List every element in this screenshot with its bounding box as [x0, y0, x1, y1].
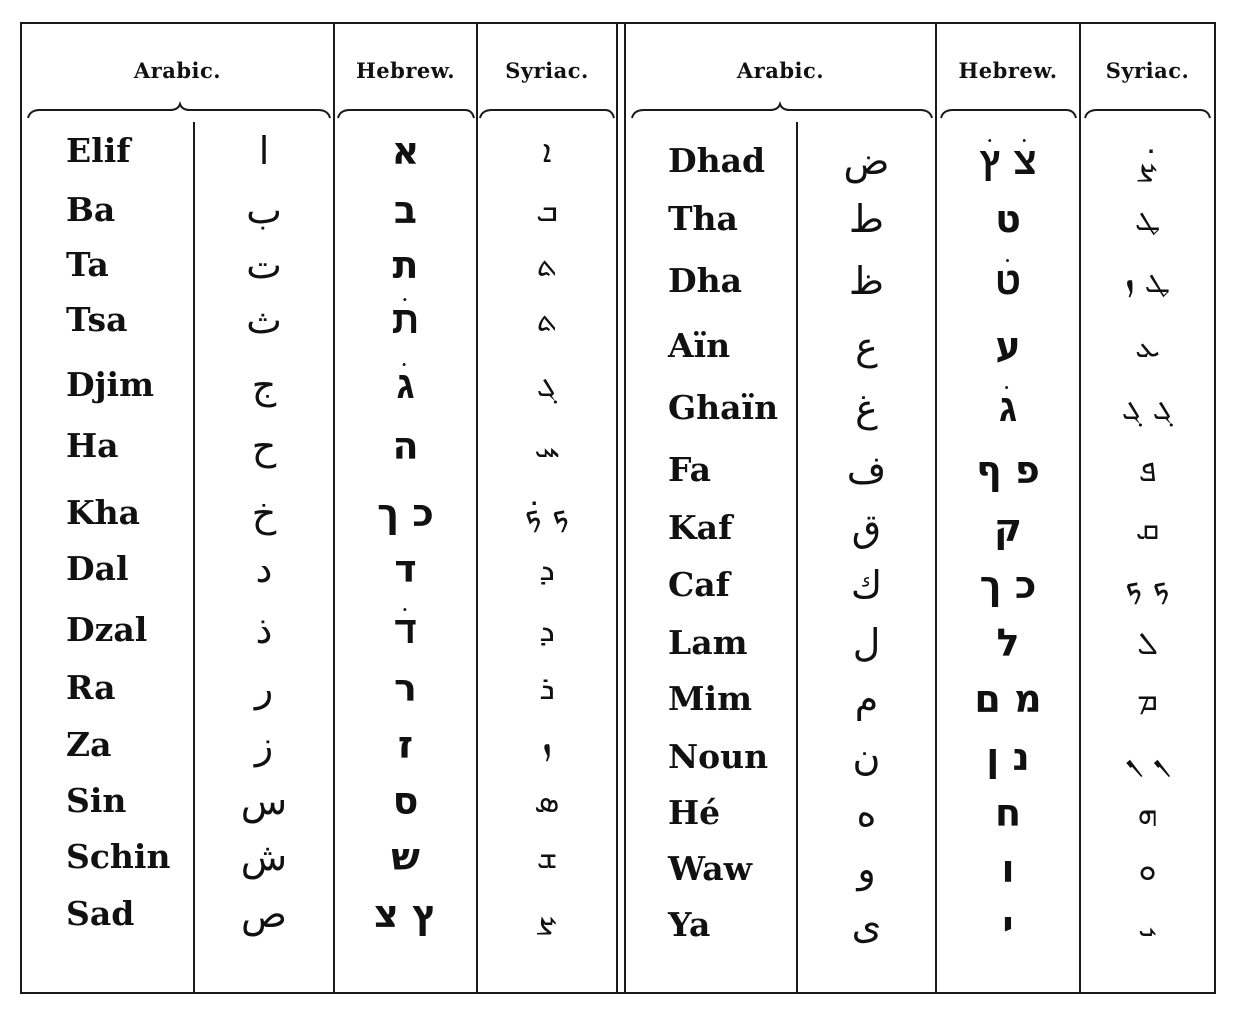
right-hebrew-glyph: ו — [1001, 847, 1015, 891]
header-right-hebrew: Hebrew. — [958, 58, 1058, 83]
right-letter-name: Noun — [668, 737, 769, 776]
right-hebrew-glyph: ח — [994, 791, 1022, 835]
right-letter-name: Hé — [668, 793, 721, 832]
left-hebrew-glyph: ר — [394, 666, 417, 710]
left-hebrew-glyph: ת — [392, 243, 419, 287]
left-arabic-glyph: ج — [251, 363, 277, 407]
left-syriac-glyph: ܨ — [536, 895, 558, 933]
left-arabic-glyph: ص — [241, 892, 287, 936]
left-hebrew-glyph: ב — [393, 188, 418, 232]
left-syriac-glyph: ܣ — [534, 782, 560, 820]
left-hebrew-glyph: כ ך — [377, 491, 434, 535]
header-left-arabic: Arabic. — [133, 58, 222, 83]
left-arabic-glyph: س — [240, 779, 288, 823]
divider-center-a — [616, 22, 618, 994]
left-arabic-glyph: خ — [251, 491, 277, 535]
right-syriac-glyph: ܡ — [1137, 680, 1158, 718]
left-arabic-glyph: ش — [240, 835, 288, 879]
frame-bottom — [20, 992, 1216, 994]
right-arabic-glyph: ه — [856, 791, 877, 835]
left-arabic-glyph: ب — [246, 188, 282, 232]
left-arabic-glyph: ت — [246, 243, 282, 287]
frame-right — [1214, 22, 1216, 994]
right-letter-name: Mim — [668, 679, 752, 718]
right-syriac-glyph: ܓ ܓ — [1121, 389, 1174, 427]
divider-center-b — [624, 22, 626, 994]
left-hebrew-glyph: תׄ — [391, 298, 420, 342]
left-hebrew-glyph: ד — [394, 547, 417, 591]
right-syriac-glyph: ܢ ܢ — [1124, 738, 1171, 776]
left-syriac-glyph: ܕ — [539, 550, 555, 588]
left-hebrew-glyph: ז — [397, 723, 414, 767]
left-letter-name: Dzal — [66, 610, 148, 649]
left-arabic-glyph: ز — [254, 723, 274, 767]
left-letter-name: Ba — [66, 190, 116, 229]
right-hebrew-glyph: ע — [995, 324, 1021, 368]
frame-left — [20, 22, 22, 994]
left-syriac-glyph: ܫ — [536, 838, 558, 876]
right-syriac-glyph: ܗ — [1137, 794, 1158, 832]
left-syriac-glyph: ܚ — [534, 427, 560, 465]
left-letter-name: Schin — [66, 837, 171, 876]
right-syriac-glyph: ܥ — [1135, 327, 1160, 365]
right-letter-name: Fa — [668, 450, 712, 489]
right-hebrew-glyph: ק — [994, 506, 1022, 550]
right-letter-name: Lam — [668, 623, 748, 662]
left-arabic-glyph: ا — [258, 129, 270, 173]
left-letter-name: Dal — [66, 549, 129, 588]
left-letter-name: Za — [66, 725, 112, 764]
left-syriac-glyph: ܟ ܟ̇ — [524, 494, 570, 532]
right-arabic-glyph: غ — [855, 386, 878, 430]
left-letter-name: Elif — [66, 131, 131, 170]
left-hebrew-glyph: ש — [391, 835, 420, 879]
left-arabic-glyph: ث — [246, 298, 282, 342]
right-syriac-glyph: ܨ̇ — [1137, 142, 1158, 180]
left-letter-name: Sin — [66, 781, 127, 820]
left-syriac-glyph: ܓ — [536, 366, 558, 404]
left-hebrew-glyph: ץ צ — [373, 892, 438, 936]
right-syriac-glyph: ܟ ܟ — [1125, 566, 1170, 604]
right-syriac-glyph: ܝ — [1138, 906, 1157, 944]
right-syriac-glyph: ܛ — [1134, 200, 1161, 238]
right-arabic-glyph: ض — [843, 139, 890, 183]
right-arabic-glyph: و — [857, 847, 876, 891]
left-letter-name: Sad — [66, 894, 135, 933]
right-hebrew-glyph: צׄ ץׄ — [979, 139, 1037, 183]
left-syriac-glyph: ܬ — [536, 301, 558, 339]
right-letter-name: Aïn — [668, 326, 731, 365]
left-syriac-glyph: ܕ — [539, 611, 555, 649]
right-syriac-glyph: ܦ — [1138, 451, 1157, 489]
header-left-syriac: Syriac. — [505, 58, 589, 83]
left-hebrew-glyph: גׄ — [396, 363, 415, 407]
header-right-syriac: Syriac. — [1105, 58, 1190, 83]
right-hebrew-glyph: גׄ — [998, 386, 1018, 430]
right-arabic-glyph: م — [854, 677, 879, 721]
left-arabic-glyph: ر — [254, 666, 274, 710]
left-hebrew-glyph: דׄ — [394, 608, 417, 652]
left-syriac-glyph: ܬ — [536, 246, 558, 284]
right-hebrew-glyph: ט — [995, 197, 1021, 241]
left-syriac-glyph: ܐ — [542, 132, 552, 170]
left-letter-name: Djim — [66, 365, 155, 404]
right-letter-name: Dha — [668, 261, 742, 300]
left-arabic-glyph: ح — [251, 424, 277, 468]
right-arabic-glyph: ق — [851, 506, 882, 550]
right-arabic-glyph: ن — [852, 735, 881, 779]
right-syriac-glyph: ܛ ܙ — [1125, 262, 1170, 300]
right-letter-name: Tha — [668, 199, 738, 238]
left-hebrew-glyph: ס — [392, 779, 419, 823]
right-arabic-glyph: ى — [851, 903, 882, 947]
left-letter-name: Kha — [66, 493, 141, 532]
header-right-arabic: Arabic. — [736, 58, 825, 83]
right-hebrew-glyph: נ ן — [986, 735, 1030, 779]
right-syriac-glyph: ܘ — [1138, 850, 1157, 888]
left-letter-name: Ra — [66, 668, 116, 707]
right-arabic-glyph: ظ — [848, 259, 885, 303]
header-left-hebrew: Hebrew. — [355, 58, 456, 83]
right-arabic-glyph: ك — [850, 563, 883, 607]
left-hebrew-glyph: ה — [392, 424, 419, 468]
right-arabic-glyph: ط — [848, 197, 885, 241]
left-arabic-glyph: د — [255, 547, 273, 591]
left-letter-name: Ta — [66, 245, 109, 284]
right-letter-name: Waw — [668, 849, 752, 888]
right-hebrew-glyph: פ ף — [976, 448, 1040, 492]
right-arabic-glyph: ف — [846, 448, 887, 492]
right-letter-name: Caf — [668, 565, 730, 604]
right-hebrew-glyph: י — [1002, 903, 1014, 947]
left-letter-name: Ha — [66, 426, 119, 465]
right-hebrew-glyph: מ ם — [974, 677, 1042, 721]
right-syriac-glyph: ܩ — [1135, 509, 1160, 547]
left-arabic-glyph: ذ — [255, 608, 273, 652]
right-letter-name: Kaf — [668, 508, 733, 547]
right-hebrew-glyph: ל — [996, 621, 1020, 665]
right-letter-name: Ghaïn — [668, 388, 779, 427]
left-letter-name: Tsa — [66, 300, 128, 339]
right-hebrew-glyph: כ ך — [979, 563, 1037, 607]
right-hebrew-glyph: טׄ — [994, 259, 1022, 303]
right-syriac-glyph: ܠ — [1137, 624, 1158, 662]
left-hebrew-glyph: א — [391, 129, 420, 173]
right-arabic-glyph: ل — [852, 621, 881, 665]
right-letter-name: Dhad — [668, 141, 766, 180]
right-arabic-glyph: ع — [855, 324, 878, 368]
left-syriac-glyph: ܪ — [539, 669, 555, 707]
right-letter-name: Ya — [668, 905, 711, 944]
left-syriac-glyph: ܙ — [542, 726, 552, 764]
left-syriac-glyph: ܒ — [536, 191, 558, 229]
